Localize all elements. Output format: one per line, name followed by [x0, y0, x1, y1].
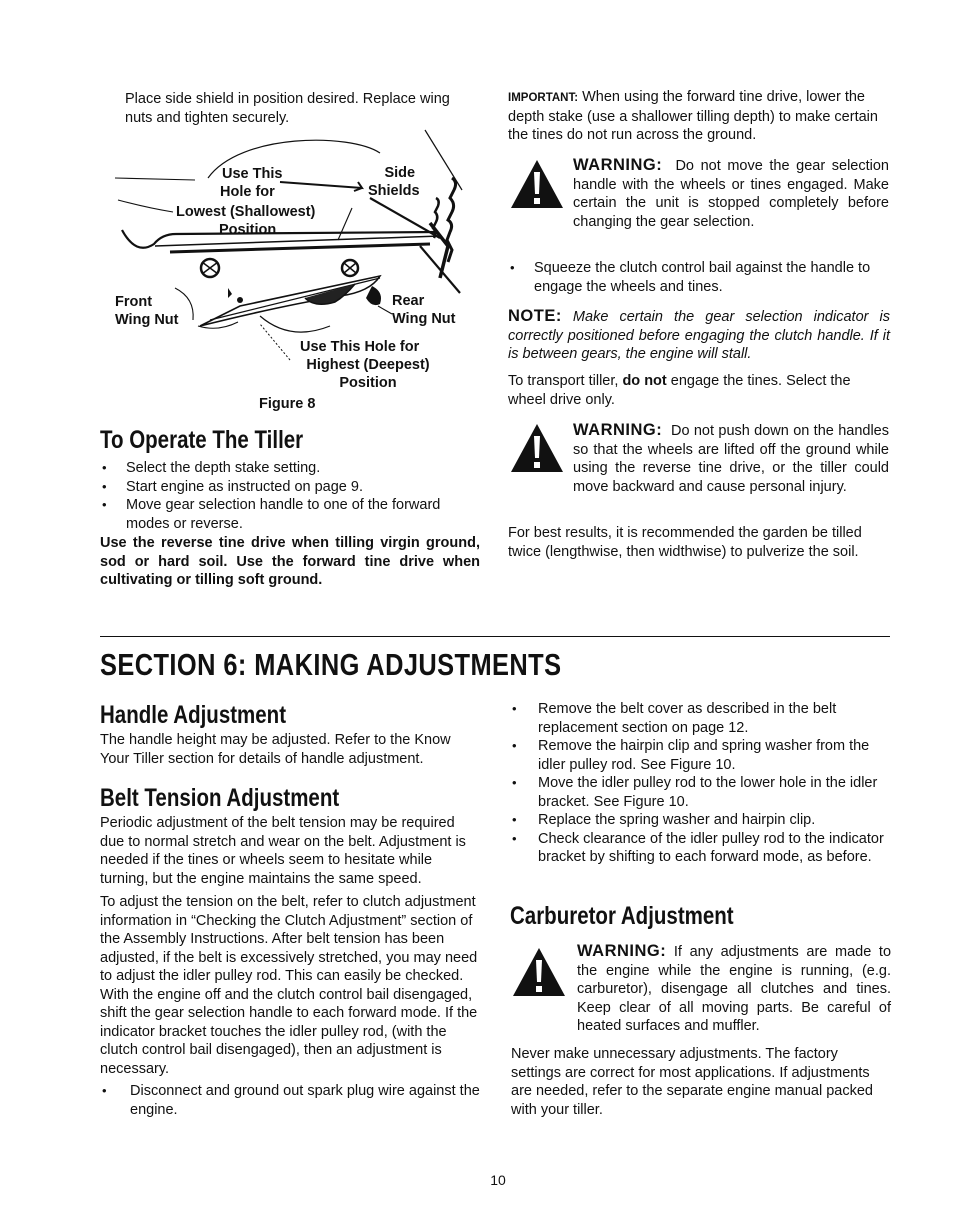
label-front-wing-nut: Front Wing Nut: [115, 294, 179, 328]
handle-adjustment-heading: Handle Adjustment: [100, 701, 287, 729]
page-number: 10: [490, 1172, 506, 1188]
operate-heading: To Operate The Tiller: [100, 426, 304, 454]
handle-adjustment-text: The handle height may be adjusted. Refer to the Know Your Tiller section for details of handle adjustment.: [100, 732, 451, 767]
warning-triangle-icon: [509, 422, 565, 474]
label-side-shields: Side Shields: [368, 165, 420, 199]
warning-2-label: WARNING:: [573, 421, 663, 439]
belt-tension-paragraph-2: To adjust the tension on the belt, refer to clutch adjustment information in “Checking the Clutch Adjustment” section of the Assembly Instructions. After belt tension has been adjusted, if the belt is excessively stretched, you may need to adjust the idler pulley rod. This can easily be checked. With the engine off and the clutch control bail disengaged, shift the gear selection handle to each forward mode. If the indicator bracket touches the idler pulley rod, (with the clutch control bail disengaged), then an adjustment is necessary.: [100, 894, 478, 1077]
list-item: • Remove the hairpin clip and spring washer from the idler pulley rod. See Figure 10.: [510, 737, 892, 774]
label-rear-wing-nut: Rear Wing Nut: [392, 293, 456, 327]
important-paragraph: [508, 88, 890, 145]
list-item: • Select the depth stake setting.: [100, 459, 475, 478]
warning-triangle-icon: [509, 158, 565, 210]
operate-bullet-list: [100, 459, 475, 533]
never-adjust-paragraph: Never make unnecessary adjustments. The factory settings are correct for most applications. If adjustments are needed, refer to the separate engine manual packed with your tiller.: [511, 1046, 873, 1118]
belt-tension-paragraph-1: Periodic adjustment of the belt tension may be required due to normal stretch and wear on the belt. Adjustment is needed if the tines or wheels seem to hesitate while turning, but the engine maintains the same speed.: [100, 815, 466, 887]
label-use-this-hole-lowest: Use This Hole for: [220, 166, 283, 200]
section-divider: [100, 636, 890, 637]
belt-bullet-list: [100, 1082, 482, 1119]
note-text: Make certain the gear selection indicator is correctly positioned before engaging the clutch handle. If it is between gears, the engine will stall.: [508, 309, 890, 362]
label-use-this-hole-highest: Use This Hole for Highest (Deepest) Position: [300, 339, 430, 391]
warning-2: [573, 421, 889, 496]
carburetor-heading: Carburetor Adjustment: [510, 902, 734, 930]
operate-bold-note: Use the reverse tine drive when tilling virgin ground, sod or hard soil. Use the forward tine drive when cultivating or tilling soft ground.: [100, 535, 480, 588]
list-item: • Disconnect and ground out spark plug wire against the engine.: [100, 1082, 482, 1119]
list-item: • Replace the spring washer and hairpin clip.: [510, 811, 892, 830]
transport-text-pre: To transport tiller,: [508, 373, 619, 389]
transport-text-bold: do not: [622, 373, 667, 389]
warning-1: [573, 156, 889, 231]
transport-text-post: engage the tines. Select the wheel drive only.: [508, 373, 851, 408]
important-text: When using the forward tine drive, lower the depth stake (use a shallower tilling depth) to make certain the tines do not run across the ground.: [508, 89, 878, 143]
label-lowest-position: Position: [219, 222, 277, 238]
warning-1-text: Do not move the gear selection handle with the wheels or tines engaged. Make certain the unit is stopped completely before changing the gear selection.: [573, 158, 889, 230]
list-item: • Start engine as instructed on page 9.: [100, 478, 475, 497]
note-paragraph: [508, 307, 890, 364]
list-item: • Remove the belt cover as described in the belt replacement section on page 12.: [510, 700, 892, 737]
warning-triangle-icon: [511, 946, 567, 998]
warning-3-text: If any adjustments are made to the engine while the engine is running, (e.g. carburetor), disengage all clutches and tines. Keep clear of all moving parts. Be careful of heated surfaces and muffler.: [577, 944, 892, 1034]
figure-8-caption: Figure 8: [259, 396, 316, 412]
list-item: • Check clearance of the idler pulley rod to the indicator bracket by shifting to each forward mode, as before.: [510, 830, 892, 867]
list-item: • Squeeze the clutch control bail against the handle to engage the wheels and tines.: [508, 259, 890, 296]
transport-paragraph: [508, 372, 890, 409]
label-lowest-shallowest: Lowest (Shallowest): [176, 204, 316, 220]
warning-2-text: Do not push down on the handles so that the wheels are lifted off the ground while using the reverse tine drive, or the tiller could move backward and cause personal injury.: [573, 423, 889, 495]
warning-3: [577, 942, 891, 1036]
belt-steps-list: [510, 700, 892, 867]
important-label: IMPORTANT:: [508, 92, 579, 104]
warning-1-label: WARNING:: [573, 156, 663, 174]
warning-3-label: WARNING:: [577, 942, 667, 960]
note-label: NOTE:: [508, 307, 562, 325]
section-title: SECTION 6: MAKING ADJUSTMENTS: [100, 647, 562, 682]
best-results-paragraph: For best results, it is recommended the garden be tilled twice (lengthwise, then widthwise) to pulverize the soil.: [508, 525, 862, 560]
list-item: • Move gear selection handle to one of the forward modes or reverse.: [100, 496, 475, 533]
list-item: • Move the idler pulley rod to the lower hole in the idler bracket. See Figure 10.: [510, 774, 892, 811]
belt-tension-heading: Belt Tension Adjustment: [100, 784, 340, 812]
engage-bullet-list: [508, 259, 890, 296]
intro-text: Place side shield in position desired. Replace wing nuts and tighten securely.: [125, 91, 450, 126]
